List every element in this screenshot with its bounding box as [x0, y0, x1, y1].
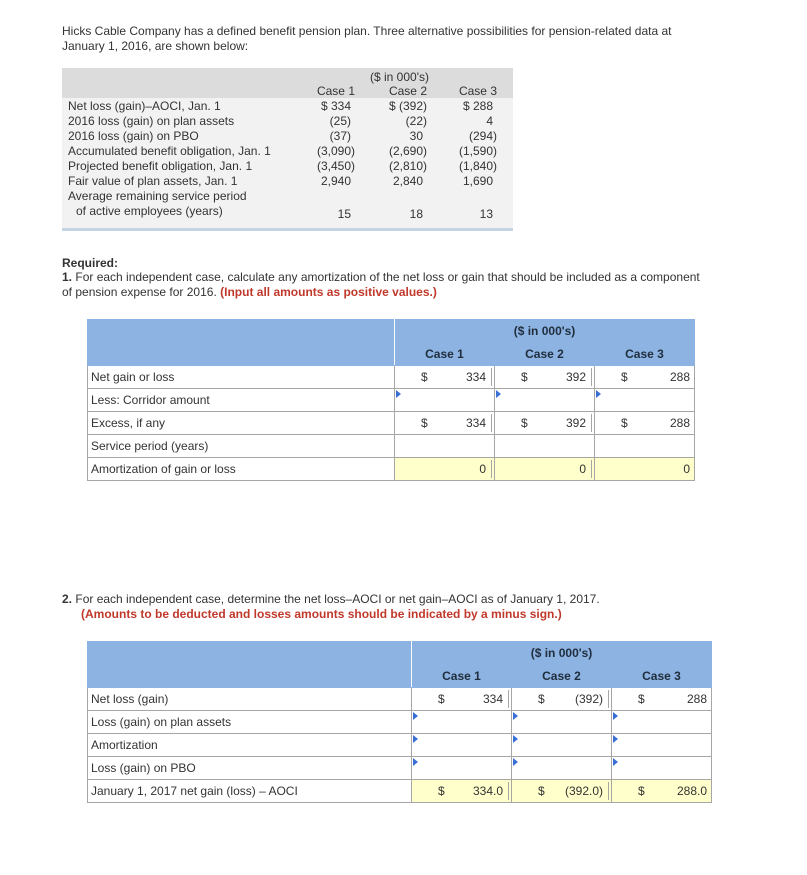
- given-row-label: Fair value of plan assets, Jan. 1: [68, 174, 238, 188]
- t2-assets-case2-input[interactable]: [512, 711, 612, 734]
- t1-r3-case1: $ 334: [395, 412, 495, 435]
- given-case1-header: Case 1: [316, 84, 355, 98]
- given-row-label: Projected benefit obligation, Jan. 1: [68, 159, 253, 173]
- table-row: [88, 757, 712, 780]
- t2-amort-case2-input[interactable]: [512, 734, 612, 757]
- t1-r1-case1: $ 334: [395, 366, 495, 389]
- table2-unit-row: [88, 642, 712, 665]
- t2-r1-case3: $ 288: [612, 688, 712, 711]
- table2-unit-header: ($ in 000's): [512, 642, 612, 665]
- q2-number: 2.: [62, 592, 73, 606]
- given-value: 13: [479, 207, 493, 221]
- given-value: 30: [409, 129, 423, 143]
- given-value: 2,940: [320, 174, 351, 188]
- given-value: (2,690): [388, 144, 427, 158]
- given-value: (37): [329, 129, 351, 143]
- t1-corridor-case1-input[interactable]: [395, 389, 495, 412]
- given-value: (1,840): [458, 159, 497, 173]
- t2-pbo-case1-input[interactable]: [412, 757, 512, 780]
- given-value: 4: [486, 114, 493, 128]
- row-label: Excess, if any: [88, 412, 395, 435]
- t2-total-case1: $ 334.0: [412, 780, 512, 803]
- given-header-band: [62, 68, 513, 98]
- table-row: [88, 711, 712, 734]
- t2-pbo-case3-input[interactable]: [612, 757, 712, 780]
- t1-service-case3-input[interactable]: [595, 435, 695, 458]
- table-row: [88, 688, 712, 711]
- t2-total-case3: $ 288.0: [612, 780, 712, 803]
- table1-case2-header: Case 2: [495, 343, 595, 366]
- t2-total-case2: $ (392.0): [512, 780, 612, 803]
- given-row-label: 2016 loss (gain) on plan assets: [68, 114, 235, 128]
- given-row-label: Average remaining service period: [68, 189, 247, 203]
- given-value: (1,590): [458, 144, 497, 158]
- row-label: Loss (gain) on PBO: [88, 757, 412, 780]
- given-row-label: Accumulated benefit obligation, Jan. 1: [68, 144, 271, 158]
- t1-r3-case2: $ 392: [495, 412, 595, 435]
- q1-note: (Input all amounts as positive values.): [220, 285, 437, 299]
- table-row: [88, 435, 695, 458]
- t1-r1-case3: $ 288: [595, 366, 695, 389]
- row-label: Net gain or loss: [88, 366, 395, 389]
- given-value: (2,810): [388, 159, 427, 173]
- table1-case3-header: Case 3: [595, 343, 695, 366]
- table-row: [88, 734, 712, 757]
- given-value: 15: [337, 207, 351, 221]
- q2-text: For each independent case, determine the net loss–AOCI or net gain–AOCI as of January 1, 2017.: [75, 592, 600, 606]
- given-value: (3,090): [316, 144, 355, 158]
- question-2: [62, 592, 702, 622]
- given-case3-header: Case 3: [458, 84, 497, 98]
- t1-service-case2-input[interactable]: [495, 435, 595, 458]
- given-value: (294): [468, 129, 497, 143]
- t1-corridor-case3-input[interactable]: [595, 389, 695, 412]
- t2-assets-case1-input[interactable]: [412, 711, 512, 734]
- t2-amort-case3-input[interactable]: [612, 734, 712, 757]
- t2-r1-case1: $ 334: [412, 688, 512, 711]
- t2-assets-case3-input[interactable]: [612, 711, 712, 734]
- aoci-table: [87, 641, 712, 803]
- row-label: Amortization of gain or loss: [88, 458, 395, 481]
- t2-amort-case1-input[interactable]: [412, 734, 512, 757]
- t1-r1-case2: $ 392: [495, 366, 595, 389]
- t1-amort-case1: 0: [395, 458, 495, 481]
- required-heading: Required:: [62, 256, 119, 270]
- row-label: Amortization: [88, 734, 412, 757]
- table-row: [88, 389, 695, 412]
- row-label: Service period (years): [88, 435, 395, 458]
- t1-amort-case2: 0: [495, 458, 595, 481]
- table1-case1-header: Case 1: [395, 343, 495, 366]
- t1-r3-case3: $ 288: [595, 412, 695, 435]
- t1-service-case1-input[interactable]: [395, 435, 495, 458]
- given-row-label: of active employees (years): [76, 204, 223, 218]
- given-value: $ 288: [462, 99, 493, 113]
- q1-text: For each independent case, calculate any amortization of the net loss or gain that should be included as a component of pension expense for 2016.: [62, 270, 700, 299]
- given-data-table: [62, 68, 513, 231]
- t1-amort-case3: 0: [595, 458, 695, 481]
- question-1: [62, 270, 702, 300]
- q2-note: (Amounts to be deducted and losses amounts should be indicated by a minus sign.): [81, 607, 562, 621]
- row-label: Loss (gain) on plan assets: [88, 711, 412, 734]
- given-value: (3,450): [316, 159, 355, 173]
- table-row: [88, 412, 695, 435]
- q1-number: 1.: [62, 270, 73, 284]
- row-label: Net loss (gain): [88, 688, 412, 711]
- given-value: $ 334: [320, 99, 351, 113]
- t2-r1-case2: $ (392): [512, 688, 612, 711]
- row-label: January 1, 2017 net gain (loss) – AOCI: [88, 780, 412, 803]
- t1-corridor-case2-input[interactable]: [495, 389, 595, 412]
- given-row-label: 2016 loss (gain) on PBO: [68, 129, 199, 143]
- intro-text: Hicks Cable Company has a defined benefit pension plan. Three alternative possibilities for pension-related data at January 1, 2016, are shown below:: [62, 24, 672, 53]
- given-value: (22): [405, 114, 427, 128]
- table-row: [88, 366, 695, 389]
- row-label: Less: Corridor amount: [88, 389, 395, 412]
- given-value: 2,840: [392, 174, 423, 188]
- given-value: (25): [329, 114, 351, 128]
- given-footer-bar: [62, 228, 513, 231]
- given-value: $ (392): [388, 99, 427, 113]
- amortization-table: [87, 319, 695, 481]
- t2-pbo-case2-input[interactable]: [512, 757, 612, 780]
- table2-case3-header: Case 3: [612, 665, 712, 688]
- table2-case2-header: Case 2: [512, 665, 612, 688]
- table1-unit-header: ($ in 000's): [495, 320, 595, 343]
- given-case2-header: Case 2: [388, 84, 427, 98]
- given-row-label: Net loss (gain)–AOCI, Jan. 1: [68, 99, 221, 113]
- table2-case1-header: Case 1: [412, 665, 512, 688]
- table-row: [88, 458, 695, 481]
- table1-unit-row: [88, 320, 695, 343]
- given-value: 18: [409, 207, 423, 221]
- given-value: 1,690: [462, 174, 493, 188]
- table-row: [88, 780, 712, 803]
- given-unit-header: ($ in 000's): [370, 70, 429, 84]
